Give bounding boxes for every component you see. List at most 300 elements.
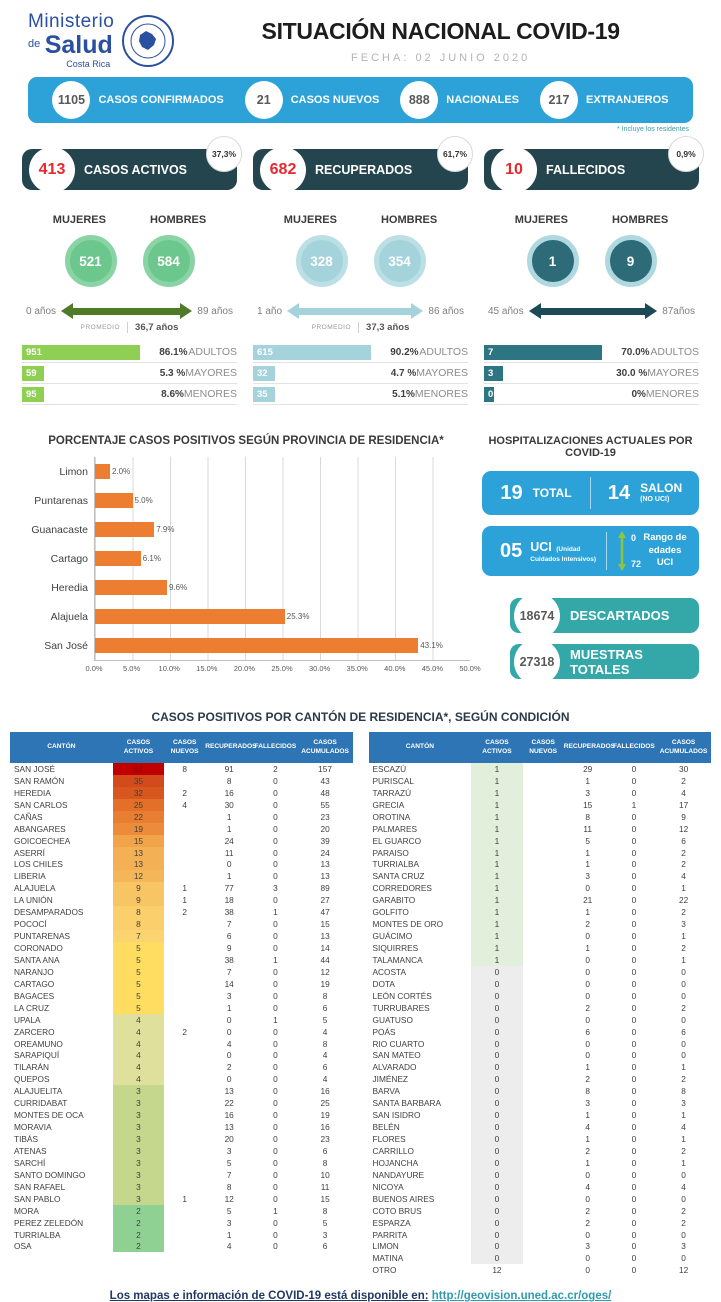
fallecidos-cell: 0 [273, 787, 278, 798]
casos-activos-cell: 15 [113, 835, 164, 847]
casos-activos-cell: 4 [113, 1026, 164, 1038]
canton-name: SAN RAFAEL [14, 1181, 66, 1192]
chart-row [22, 544, 470, 573]
chart-category-label: San José [44, 639, 88, 652]
age-group-pct: 4.7 % [390, 367, 417, 379]
recuperados-cell: 5 [226, 1157, 232, 1168]
table-header-cell: CASOS NUEVOS [170, 739, 199, 755]
casos-acumulados-cell: 1 [681, 1134, 686, 1145]
x-axis-tick: 30.0% [308, 664, 331, 673]
casos-activos-cell: 35 [113, 775, 164, 787]
chart-value-label: 5.0% [134, 496, 153, 505]
age-group-label: ADULTOS [419, 346, 468, 358]
casos-activos-cell: 5 [113, 978, 164, 990]
fallecidos-cell: 0 [273, 1241, 278, 1252]
casos-activos-cell: 3 [113, 1169, 164, 1181]
fallecidos-cell: 0 [631, 775, 637, 786]
fallecidos-cell: 0 [273, 1193, 278, 1204]
table-row [369, 966, 712, 978]
table-header-cell: RECUPERADOS [205, 743, 257, 751]
fallecidos-cell: 1 [273, 1205, 278, 1216]
chart-bar [95, 638, 418, 653]
fallecidos-cell: 0 [631, 1205, 637, 1216]
casos-activos-cell: 0 [471, 1169, 522, 1181]
canton-name: SAN CARLOS [14, 799, 68, 810]
fallecidos-cell: 0 [631, 1134, 637, 1145]
muestras-label: MUESTRAS TOTALES [570, 646, 643, 677]
canton-name: PEREZ ZELEDÓN [14, 1217, 84, 1228]
canton-table-right [369, 732, 712, 1276]
table-row [369, 894, 712, 906]
casos-acumulados-cell: 6 [322, 1241, 328, 1252]
casos-acumulados-cell: 0 [681, 1014, 686, 1025]
table-row [369, 942, 712, 954]
casos-acumulados-cell: 20 [320, 823, 330, 834]
panel-value: 682 [260, 147, 306, 193]
table-header-cell: FALLECIDOS [613, 743, 655, 751]
fallecidos-cell: 0 [631, 907, 637, 918]
casos-activos-cell: 9 [113, 882, 164, 894]
fallecidos-cell: 0 [631, 1014, 637, 1025]
casos-activos-cell: 0 [471, 1061, 522, 1073]
panel-header [253, 149, 468, 190]
x-axis-tick: 50.0% [459, 664, 481, 673]
casos-acumulados-cell: 157 [318, 763, 332, 774]
casos-acumulados-cell: 5 [322, 1217, 328, 1228]
age-group-label: MENORES [645, 388, 699, 400]
casos-activos-cell: 2 [113, 1205, 164, 1217]
recuperados-cell: 38 [224, 954, 234, 965]
chart-value-label: 2.0% [112, 467, 131, 476]
casos-acumulados-cell: 6 [322, 1062, 328, 1073]
fallecidos-cell: 0 [631, 1050, 637, 1061]
casos-acumulados-cell: 8 [322, 1205, 328, 1216]
footer-link[interactable]: http://geovision.uned.ac.cr/oges/ [431, 1290, 612, 1302]
casos-activos-cell: 0 [471, 978, 522, 990]
chart-row [22, 631, 470, 660]
chart-value-label: 7.9% [156, 525, 175, 534]
canton-name: LIMON [372, 1241, 399, 1252]
casos-acumulados-cell: 17 [678, 799, 689, 810]
canton-name: TILARÁN [14, 1062, 50, 1073]
recuperados-cell: 29 [583, 763, 593, 774]
canton-name: OREAMUNO [14, 1038, 63, 1049]
table-row [369, 1026, 712, 1038]
casos-acumulados-cell: 3 [681, 919, 686, 930]
table-row [369, 1193, 712, 1205]
casos-activos-cell: 2 [113, 1229, 164, 1241]
fallecidos-cell: 0 [273, 799, 278, 810]
fallecidos-cell: 0 [631, 943, 637, 954]
hombres-label: HOMBRES [380, 214, 438, 226]
uci-age-min: 0 [630, 533, 636, 543]
canton-name: BELÉN [372, 1122, 400, 1133]
casos-activos-cell: 3 [113, 1145, 164, 1157]
recuperados-cell: 2 [226, 1062, 232, 1073]
table-row [10, 918, 353, 930]
total-half [492, 482, 580, 505]
recuperados-cell: 1 [226, 1229, 232, 1240]
casos-activos-cell: 0 [471, 1229, 522, 1241]
fallecidos-cell: 0 [273, 931, 278, 942]
table-row [10, 847, 353, 859]
table-row [10, 1097, 353, 1109]
table-row [369, 1264, 712, 1276]
recuperados-cell: 0 [585, 1229, 590, 1240]
age-max-label: 87años [662, 305, 695, 317]
casos-activos-cell: 3 [113, 1157, 164, 1169]
casos-acumulados-cell: 2 [681, 859, 686, 870]
casos-activos-cell: 1 [471, 906, 522, 918]
recuperados-cell: 0 [585, 883, 590, 894]
table-row [10, 823, 353, 835]
age-group-label: MENORES [414, 388, 468, 400]
age-group-row [484, 363, 699, 384]
fallecidos-cell: 0 [631, 966, 637, 977]
canton-name: OTRO [372, 1265, 397, 1276]
canton-name: CORONADO [14, 943, 63, 954]
top-stat-value: 21 [245, 81, 283, 119]
chart-bar [95, 609, 285, 624]
chart-title: PORCENTAJE CASOS POSITIVOS SEGÚN PROVINCIA DE RESIDENCIA* [48, 435, 444, 447]
age-min-label: 45 años [488, 305, 524, 317]
table-header-row [369, 732, 712, 763]
canton-name: BUENOS AIRES [372, 1193, 435, 1204]
fallecidos-cell: 0 [631, 895, 637, 906]
canton-name: SIQUIRRES [372, 943, 419, 954]
promedio-label: PROMEDIO [311, 324, 352, 331]
casos-acumulados-cell: 0 [681, 978, 686, 989]
casos-activos-cell: 1 [471, 787, 522, 799]
casos-activos-cell: 0 [471, 1038, 522, 1050]
age-min-label: 1 año [257, 305, 283, 317]
panel-header [484, 149, 699, 190]
table-row [369, 1002, 712, 1014]
recuperados-cell: 0 [226, 1026, 232, 1037]
recuperados-cell: 0 [585, 954, 590, 965]
casos-acumulados-cell: 48 [320, 787, 330, 798]
casos-activos-cell: 3 [113, 1121, 164, 1133]
casos-acumulados-cell: 8 [322, 1157, 328, 1168]
casos-acumulados-cell: 14 [320, 943, 330, 954]
table-header-row [10, 732, 353, 763]
casos-activos-cell: 0 [471, 1157, 522, 1169]
casos-activos-cell: 1 [471, 847, 522, 859]
canton-name: LIBERIA [14, 871, 46, 882]
salon-value: 14 [607, 481, 631, 504]
age-group-bar: 35 [253, 387, 275, 402]
summary-panel [253, 139, 468, 405]
report-date: FECHA: 02 JUNIO 2020 [351, 52, 531, 64]
recuperados-cell: 0 [226, 1014, 232, 1025]
table-header-cell: CANTÓN [405, 743, 434, 751]
age-max-label: 86 años [428, 305, 464, 317]
recuperados-cell: 0 [585, 966, 590, 977]
age-breakdown [22, 342, 237, 405]
casos-activos-cell: 1 [471, 823, 522, 835]
fallecidos-cell: 0 [631, 919, 637, 930]
recuperados-cell: 4 [585, 1181, 590, 1192]
canton-name: CORREDORES [372, 883, 432, 894]
recuperados-cell: 9 [226, 943, 232, 954]
residents-footnote: * Incluye los residentes [617, 126, 689, 133]
recuperados-cell: 2 [585, 919, 590, 930]
mujeres-count: 328 [296, 235, 348, 287]
casos-acumulados-cell: 4 [681, 1122, 686, 1133]
fallecidos-cell: 0 [631, 1157, 637, 1168]
casos-activos-cell: 0 [471, 1002, 522, 1014]
casos-activos-cell: 0 [471, 990, 522, 1002]
age-group-row [484, 384, 699, 405]
fallecidos-cell: 1 [631, 799, 637, 810]
table-row [369, 954, 712, 966]
ministry-line1: Ministerio [28, 11, 115, 32]
casos-acumulados-cell: 0 [681, 1253, 686, 1264]
casos-acumulados-cell: 47 [320, 907, 330, 918]
recuperados-cell: 0 [226, 859, 232, 870]
mujeres-count: 521 [65, 235, 117, 287]
casos-activos-cell: 5 [113, 942, 164, 954]
age-range-arrow-icon [529, 303, 658, 319]
fallecidos-cell: 0 [631, 1241, 637, 1252]
table-row [369, 1085, 712, 1097]
descartados-value: 18674 [514, 593, 560, 639]
table-row [369, 1014, 712, 1026]
table-header-cell: CANTÓN [47, 743, 76, 751]
age-group-row [22, 342, 237, 363]
canton-table-left [10, 732, 353, 1276]
casos-activos-cell: 7 [113, 930, 164, 942]
casos-activos-cell: 0 [471, 1133, 522, 1145]
fallecidos-cell: 0 [273, 978, 278, 989]
table-row [10, 1181, 353, 1193]
table-row [10, 1121, 353, 1133]
fallecidos-cell: 0 [631, 1086, 637, 1097]
casos-nuevos-cell: 4 [182, 799, 187, 810]
age-group-row [22, 363, 237, 384]
casos-acumulados-cell: 19 [320, 978, 330, 989]
table-row [369, 1181, 712, 1193]
uci-range-label: Rango de edades UCI [643, 532, 687, 569]
casos-acumulados-cell: 0 [681, 1050, 686, 1061]
fallecidos-cell: 0 [631, 1110, 637, 1121]
age-group-row [253, 342, 468, 363]
x-axis-tick: 15.0% [196, 664, 218, 673]
casos-acumulados-cell: 1 [681, 931, 686, 942]
chart-value-label: 9.6% [169, 583, 188, 592]
recuperados-cell: 1 [585, 1062, 590, 1073]
recuperados-cell: 1 [585, 1157, 590, 1168]
table-row [10, 1145, 353, 1157]
table-row [369, 1061, 712, 1073]
canton-name: SANTA CRUZ [372, 871, 425, 882]
recuperados-cell: 0 [226, 1074, 232, 1085]
fallecidos-cell: 0 [631, 1074, 637, 1085]
top-stat-item [400, 81, 519, 119]
chart-category-label: Limon [59, 465, 88, 478]
fallecidos-cell: 0 [273, 1086, 278, 1097]
canton-name: SANTA ANA [14, 954, 60, 965]
age-group-row [253, 363, 468, 384]
casos-activos-cell: 0 [471, 1217, 522, 1229]
recuperados-cell: 0 [585, 978, 590, 989]
fallecidos-cell: 0 [631, 1098, 637, 1109]
casos-activos-cell: 0 [471, 1241, 522, 1253]
fallecidos-cell: 0 [631, 1193, 637, 1204]
canton-name: TALAMANCA [372, 954, 423, 965]
recuperados-cell: 2 [585, 1074, 590, 1085]
table-row [369, 918, 712, 930]
fallecidos-cell: 0 [273, 823, 278, 834]
muestras-box [510, 644, 699, 679]
recuperados-cell: 0 [585, 1050, 590, 1061]
table-row [10, 835, 353, 847]
promedio-row [484, 321, 699, 334]
casos-activos-cell: 0 [471, 1026, 522, 1038]
casos-activos-cell: 1 [471, 870, 522, 882]
recuperados-cell: 5 [226, 1205, 232, 1216]
casos-activos-cell: 1 [471, 859, 522, 871]
ministry-country: Costa Rica [66, 59, 111, 69]
casos-activos-cell: 3 [113, 1181, 164, 1193]
casos-activos-cell: 1 [471, 882, 522, 894]
canton-name: GRECIA [372, 799, 405, 810]
canton-name: LA CRUZ [14, 1002, 50, 1013]
recuperados-cell: 8 [585, 1086, 590, 1097]
casos-activos-cell: 0 [471, 1205, 522, 1217]
age-group-pct: 0% [631, 388, 646, 400]
canton-name: MONTES DE OCA [14, 1110, 84, 1121]
canton-name: COTO BRUS [372, 1205, 422, 1216]
table-row [369, 1073, 712, 1085]
recuperados-cell: 3 [585, 787, 590, 798]
table-row [10, 1050, 353, 1062]
table-row [369, 1229, 712, 1241]
casos-acumulados-cell: 6 [322, 1002, 328, 1013]
canton-name: BAGACES [14, 990, 55, 1001]
casos-acumulados-cell: 1 [681, 1062, 686, 1073]
canton-name: ABANGARES [14, 823, 66, 834]
casos-acumulados-cell: 9 [681, 811, 686, 822]
chart-row [22, 573, 470, 602]
age-group-pct: 8.6% [161, 388, 184, 400]
fallecidos-cell: 0 [631, 1253, 637, 1264]
casos-acumulados-cell: 16 [320, 1122, 330, 1133]
table-row [369, 1097, 712, 1109]
table-header-cell: CASOS ACTIVOS [123, 739, 154, 755]
age-breakdown [253, 342, 468, 405]
casos-acumulados-cell: 0 [681, 966, 686, 977]
table-row [369, 906, 712, 918]
age-range-arrow-icon [61, 303, 192, 319]
canton-name: POCOCÍ [14, 919, 47, 930]
age-group-label: ADULTOS [188, 346, 237, 358]
casos-acumulados-cell: 11 [320, 1181, 330, 1192]
divider [606, 532, 607, 570]
table-row [10, 978, 353, 990]
table-row [10, 859, 353, 871]
casos-activos-cell: 0 [471, 1097, 522, 1109]
canton-name: PALMARES [372, 823, 418, 834]
casos-activos-cell: 3 [113, 1085, 164, 1097]
canton-name: OSA [14, 1241, 32, 1252]
recuperados-cell: 8 [585, 811, 590, 822]
canton-name: TURRIALBA [14, 1229, 61, 1240]
hospitalizations-title: HOSPITALIZACIONES ACTUALES POR COVID-19 [488, 435, 693, 459]
casos-activos-cell: 13 [113, 847, 164, 859]
canton-name: PURISCAL [372, 775, 414, 786]
casos-acumulados-cell: 4 [322, 1074, 328, 1085]
canton-name: JIMÉNEZ [372, 1074, 408, 1085]
casos-acumulados-cell: 12 [678, 823, 689, 834]
chart-row [22, 515, 470, 544]
fallecidos-cell: 0 [631, 1002, 637, 1013]
canton-name: PARAISO [372, 847, 409, 858]
casos-activos-cell: 4 [113, 1061, 164, 1073]
casos-nuevos-cell: 1 [182, 1193, 187, 1204]
x-axis-tick: 25.0% [271, 664, 293, 673]
casos-activos-cell: 0 [471, 966, 522, 978]
fallecidos-cell: 0 [273, 1134, 278, 1145]
casos-acumulados-cell: 13 [320, 871, 330, 882]
fallecidos-cell: 0 [631, 931, 637, 942]
table-row [10, 1229, 353, 1241]
age-group-bar: 32 [253, 366, 275, 381]
canton-name: TURRUBARES [372, 1002, 430, 1013]
table-header-cell: CASOS ACUMULADOS [659, 739, 708, 755]
mujeres-count: 1 [527, 235, 579, 287]
casos-acumulados-cell: 27 [320, 895, 330, 906]
chart-bar [95, 522, 154, 537]
fallecidos-cell: 0 [273, 1122, 278, 1133]
fallecidos-cell: 0 [273, 919, 278, 930]
table-row [10, 894, 353, 906]
casos-acumulados-cell: 2 [681, 1145, 686, 1156]
top-stat-value: 217 [540, 81, 578, 119]
age-group-label: MAYORES [185, 367, 237, 379]
ministry-logo [28, 12, 174, 69]
recuperados-cell: 18 [224, 895, 234, 906]
canton-name: ALVARADO [372, 1062, 417, 1073]
top-stat-label: CASOS CONFIRMADOS [98, 94, 224, 106]
recuperados-cell: 4 [226, 1038, 232, 1049]
fallecidos-cell: 0 [273, 1038, 278, 1049]
fallecidos-cell: 0 [631, 871, 637, 882]
province-chart [22, 435, 481, 690]
age-group-pct: 5.3 % [159, 367, 186, 379]
recuperados-cell: 1 [585, 1110, 590, 1121]
footer [0, 1290, 721, 1302]
canton-name: LA UNIÓN [14, 895, 53, 906]
casos-activos-cell: 4 [113, 1038, 164, 1050]
canton-name: SARCHÍ [14, 1157, 46, 1168]
table-row [369, 978, 712, 990]
recuperados-cell: 11 [583, 823, 592, 834]
casos-activos-cell: 0 [471, 1145, 522, 1157]
table-row [10, 1109, 353, 1121]
canton-name: QUEPOS [14, 1074, 50, 1085]
casos-acumulados-cell: 25 [320, 1098, 330, 1109]
recuperados-cell: 12 [224, 1193, 234, 1204]
recuperados-cell: 1 [585, 907, 590, 918]
recuperados-cell: 0 [585, 1169, 590, 1180]
recuperados-cell: 16 [224, 1110, 234, 1121]
age-group-bar: 59 [22, 366, 44, 381]
recuperados-cell: 3 [226, 990, 232, 1001]
fallecidos-cell: 0 [631, 763, 637, 774]
casos-nuevos-cell: 1 [182, 883, 187, 894]
casos-acumulados-cell: 4 [322, 1050, 328, 1061]
